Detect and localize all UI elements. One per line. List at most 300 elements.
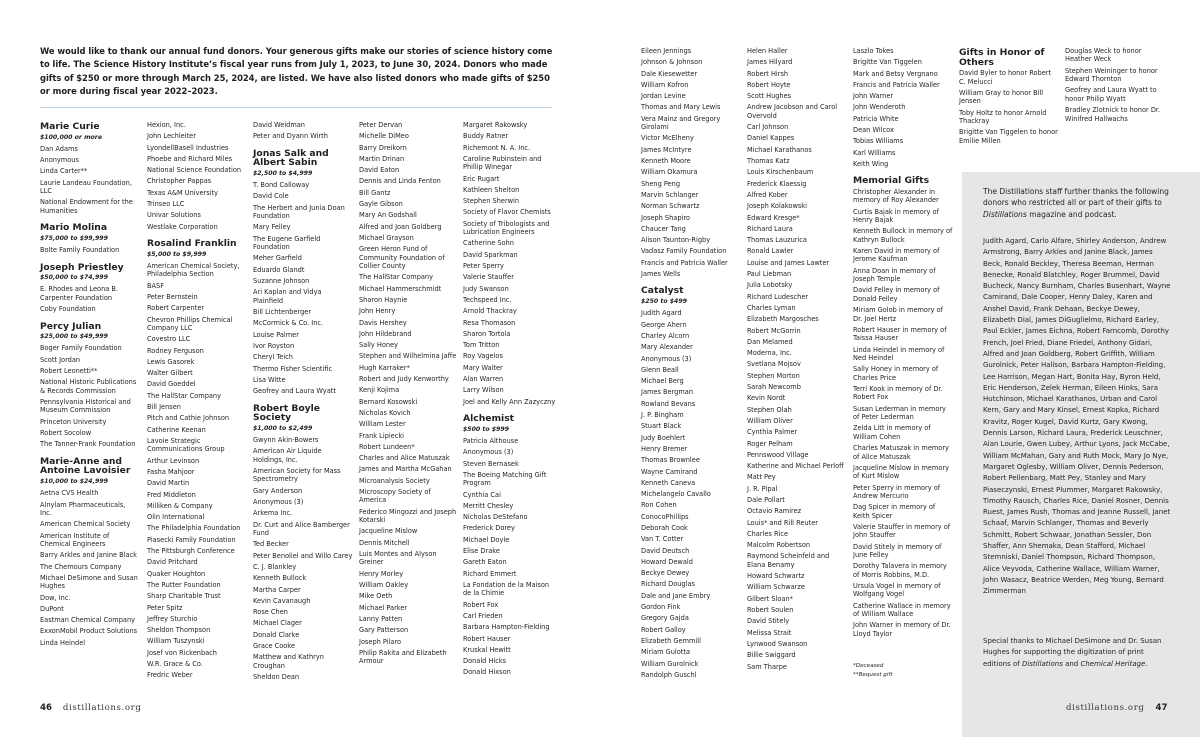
donor-name: Charles Rice	[747, 529, 789, 538]
donor-name: Joseph Pilaro	[359, 637, 402, 646]
donor-name: Judy Swanson	[463, 284, 509, 293]
donor-name: Michelle DiMeo	[359, 132, 409, 141]
donor-name: Michael Hammerschmidt	[359, 284, 442, 293]
donor-name: Pennsylvania Historical and Museum Commission	[40, 398, 131, 415]
donor-name: Techspeed Inc.	[463, 295, 512, 304]
donor-name: Karl Williams	[853, 148, 896, 157]
donor-name: Gary Anderson	[253, 486, 303, 495]
donor-name: David Deutsch	[641, 546, 690, 555]
donor-name: Lanny Patten	[359, 614, 403, 623]
donor-name: Barry Arkles and Janine Black	[40, 551, 137, 560]
donor-name: Nicholas Kovich	[359, 408, 411, 417]
donor-name: Gordon Fink	[641, 603, 681, 612]
donor-name: William Kofron	[641, 80, 689, 89]
donor-name: Catherine Keenan	[147, 425, 206, 434]
donor-name: LyondellBasell Industries	[147, 143, 229, 152]
donor-name: Bradley Zlotnick to honor Dr. Winifred Hallwachs	[1065, 106, 1161, 123]
donor-name: Boger Family Foundation	[40, 344, 122, 353]
donor-column	[747, 47, 847, 674]
donor-name: Valerie Stauffer	[463, 273, 514, 282]
donor-name: Jordan Levine	[641, 92, 686, 101]
donor-name: Robert Hoyte	[747, 80, 791, 89]
donor-name: Linda Heindel in memory of Ned Heindel	[853, 345, 945, 362]
donor-name: Peter Sperry in memory of Andrew Mercurio	[853, 483, 941, 500]
donor-name: Stephen Olah	[747, 405, 792, 414]
donor-name: Frederick Dorey	[463, 524, 515, 533]
donor-name: Kenneth Bullock	[253, 574, 307, 583]
donor-column	[641, 47, 741, 682]
donor-name: Sam Tharpe	[747, 662, 787, 671]
special-thanks-text: .	[1145, 659, 1148, 668]
donor-name: David Byler to honor Robert C. Melucci	[959, 69, 1052, 86]
sidebar-intro-text: The Distillations staff further thanks the following donors who restricted all or part of their gifts to	[983, 187, 1169, 208]
donor-name: Richard Laura	[747, 224, 793, 233]
donor-name: Lewis Gasorek	[147, 357, 195, 366]
donor-name: Robert and Judy Kenworthy	[359, 375, 449, 384]
donor-name: William Schwarze	[747, 583, 805, 592]
donor-name: Alan Warren	[463, 375, 504, 384]
donor-name: Patricia Althouse	[463, 436, 519, 445]
donor-name: Octavio Ramirez	[747, 507, 802, 516]
donor-name: Rodney Ferguson	[147, 346, 204, 355]
donor-column	[253, 121, 353, 684]
donor-name: Elizabeth Gemmill	[641, 636, 701, 645]
donor-name: E. Rhodes and Leona B. Carpenter Foundation	[40, 285, 119, 302]
sidebar-intro	[983, 186, 1173, 220]
donor-name: Howard Dewald	[641, 557, 693, 566]
donor-name: Texas A&M University	[147, 188, 219, 197]
donor-name: Judy Boehlert	[641, 433, 686, 442]
donor-name: Kenneth Bullock in memory of Kathryn Bullock	[853, 227, 953, 244]
donor-name: Coby Foundation	[40, 305, 96, 314]
donor-name: Moderna, Inc.	[747, 349, 792, 358]
donor-name: Resa Thomason	[463, 318, 516, 327]
donor-name: Michael Grayson	[359, 233, 414, 242]
donor-name: Vadasz Family Foundation	[641, 247, 727, 256]
donor-name: Catherine Sohn	[463, 239, 514, 248]
donor-name: Dale and Jane Embry	[641, 591, 711, 600]
donor-name: Fasha Mahjoor	[147, 467, 195, 476]
donor-name: Jacqueline Mislow	[359, 527, 418, 536]
donor-name: Society of Tribologists and Lubrication Engineers	[463, 219, 550, 237]
gift-range: $50,000 to $74,999	[40, 274, 108, 282]
donor-name: Dan Adams	[40, 144, 78, 153]
donor-name: Arnold Thackray	[463, 307, 517, 316]
donor-name: The Rutter Foundation	[147, 580, 221, 589]
donor-name: Mary An Godshall	[359, 211, 417, 220]
donor-name: Valerie Stauffer in memory of John Stauffer	[853, 522, 951, 540]
donor-name: Richard Emmert	[463, 569, 517, 578]
donor-name: Dorothy Talavera in memory of Morris Robbins, M.D.	[853, 562, 947, 579]
donor-name: Michael Clager	[253, 619, 302, 628]
donor-name: The HallStar Company	[359, 273, 434, 282]
donor-name: Robert Socolow	[40, 429, 92, 438]
donor-name: Society of Flavor Chemists	[463, 208, 551, 217]
donor-name: Univar Solutions	[147, 211, 201, 220]
section-heading: Percy Julian	[40, 320, 102, 332]
donor-name: Peter Bernstein	[147, 292, 198, 301]
donor-name: American Chemical Society, Philadelphia Section	[147, 261, 240, 279]
donor-name: Michael Berg	[641, 377, 684, 386]
donor-name: Cheryl Teich	[253, 353, 293, 362]
donor-name: Bill Gantz	[359, 188, 391, 197]
donor-name: Robert Fox	[463, 600, 499, 609]
donor-name: Michael DeSimone and Susan Hughes	[40, 573, 138, 591]
donor-name: Miriam Gulotta	[641, 648, 690, 657]
donor-name: Melissa Strait	[747, 628, 792, 637]
donor-name: Martha Carper	[253, 585, 301, 594]
donor-name: Charles and Alice Matuszak	[359, 454, 450, 463]
donor-name: John Wenderoth	[853, 103, 906, 112]
donor-name: Randolph Guschl	[641, 670, 697, 679]
donor-name: Vera Mainz and Gregory Girolami	[641, 114, 721, 132]
donor-name: Keith Wing	[853, 159, 889, 168]
donor-name: The Pittsburgh Conference	[147, 547, 235, 556]
donor-name: Trinseo LLC	[147, 200, 185, 209]
donor-name: Mary Walter	[463, 363, 503, 372]
donor-name: BASF	[147, 281, 165, 290]
donor-name: Carl Frieden	[463, 611, 503, 620]
donor-name: Richard Douglas	[641, 580, 695, 589]
donor-name: James Bergman	[641, 388, 693, 397]
donor-name: Piasecki Family Foundation	[147, 535, 236, 544]
donor-name: Chevron Phillips Chemical Company LLC	[147, 315, 233, 332]
donor-name: Michael Doyle	[463, 535, 510, 544]
donor-name: David Stitely	[747, 617, 790, 626]
donor-name: Robert Lundeen*	[359, 442, 415, 451]
donor-name: Suzanne Johnson	[253, 277, 310, 286]
donor-name: Edward Kresge*	[747, 213, 800, 222]
donor-name: John Hildebrand	[359, 329, 412, 338]
donor-name: American Society for Mass Spectrometry	[253, 467, 341, 484]
donor-name: Thermo Fisher Scientific	[253, 364, 333, 373]
footer-left	[40, 703, 141, 713]
donor-name: William Okamura	[641, 168, 698, 177]
donor-name: Eileen Jennings	[641, 47, 692, 55]
donor-name: Donald Clarke	[253, 630, 300, 639]
donor-name: Alison Taunton-Rigby	[641, 236, 711, 245]
donor-name: Sheldon Thompson	[147, 626, 211, 635]
donor-name: Donald Hicks	[463, 657, 507, 666]
donor-name: Louis* and Rill Reuter	[747, 518, 818, 527]
donor-name: Eric Rugart	[463, 174, 500, 183]
gift-range: $25,000 to $49,999	[40, 333, 108, 341]
donor-name: Alfred Kober	[747, 190, 788, 199]
honor-column	[1065, 47, 1165, 126]
donor-name: Kevin Nordt	[747, 394, 786, 403]
donor-name: Scott Hughes	[747, 92, 792, 101]
donor-name: Robert Hauser	[463, 634, 511, 643]
footnotes	[853, 662, 893, 680]
donor-name: Barry Dreikorn	[359, 143, 407, 152]
donor-name: Hexion, Inc.	[147, 121, 186, 129]
donor-name: Matt Pey	[747, 473, 776, 482]
donor-name: Peter and Dyann Wirth	[253, 132, 328, 141]
donor-name: Stephen Morton	[747, 371, 800, 380]
donor-name: Peter Benoliel and Willo Carey	[253, 551, 353, 560]
donor-name: Westlake Corporation	[147, 222, 218, 231]
donor-name: Nicholas DeStefano	[463, 513, 528, 522]
page-number: 46	[40, 703, 52, 713]
donor-name: Douglas Weck to honor Heather Weck	[1065, 47, 1142, 64]
donor-name: Dag Spicer in memory of Keith Spicer	[853, 503, 936, 520]
donor-name: Eastman Chemical Company	[40, 616, 136, 625]
donor-name: Joseph Shapiro	[641, 213, 690, 222]
donor-name: Margaret Rakowsky	[463, 121, 528, 129]
donor-name: Johnson & Johnson	[641, 58, 703, 67]
donor-name: The Tanner-Frank Foundation	[40, 440, 136, 449]
donor-name: Alnylam Pharmaceuticals, Inc.	[40, 500, 126, 517]
gift-range: $5,000 to $9,999	[147, 250, 207, 258]
donor-name: Miriam Golob in memory of Dr. Joel Hertz	[853, 306, 944, 323]
donor-name: Brigitte Van Tiggelen to honor Emilie Millen	[959, 128, 1058, 145]
donor-name: Julia Lobotsky	[747, 281, 793, 290]
donor-name: Walter Gilbert	[147, 369, 193, 378]
donor-name: Robert Galloy	[641, 625, 686, 634]
donor-name: Davis Hershey	[359, 318, 407, 327]
donor-name: Christopher Alexander in memory of Roy Alexander	[853, 187, 939, 205]
donor-name: James and Martha McGahan	[359, 465, 452, 474]
donor-name: Microscopy Society of America	[359, 488, 431, 505]
donor-name: Jacqueline Mislow in memory of Kurt Mislow	[853, 463, 949, 481]
donor-name: William Oakley	[359, 581, 409, 590]
donor-name: Meher Garfield	[253, 254, 302, 263]
donor-name: Charles Matuszak in memory of Alice Matuszak	[853, 444, 949, 461]
donor-name: Stuart Black	[641, 422, 682, 431]
gift-range: $75,000 to $99,999	[40, 234, 108, 242]
donor-name: Caroline Rubinstein and Phillip Winegar	[463, 154, 542, 172]
donor-name: Lisa Witte	[253, 375, 286, 384]
donor-name: La Fondation de la Maison de la Chimie	[463, 580, 550, 598]
donor-name: Arthur Levinson	[147, 456, 200, 465]
donor-name: Ursula Vogel in memory of Wolfgang Vogel	[853, 582, 941, 599]
donor-name: Olin International	[147, 513, 205, 522]
donor-name: Kenji Kojima	[359, 386, 400, 395]
intro-paragraph: We would like to thank our annual fund donors. Your generous gifts make our stories of science history come to life. The Science History Institute’s fiscal year runs from July 1, 2023, to June 30, 2024. Donors who made gifts of $250 or more through March 25, 2024, are listed. We have also listed donors who made gifts of $250 or more during fiscal year 2022–2023.	[40, 46, 553, 97]
donor-name: David Goeddel	[147, 380, 196, 389]
donor-name: Judith Agard	[641, 309, 682, 318]
donor-name: Arkema Inc.	[253, 509, 293, 518]
section-heading: Memorial Gifts	[853, 175, 930, 187]
donor-name: Ronald Lawler	[747, 247, 794, 256]
special-thanks-text: Special thanks to Michael DeSimone and Dr. Susan Hughes for supporting the digitization of print editions of	[983, 637, 1162, 668]
donor-name: Henry Bremer	[641, 444, 688, 453]
donor-name: Robert Hauser in memory of Taissa Hauser	[853, 325, 947, 343]
donor-name: Karen David in memory of Jerome Kaufman	[853, 247, 940, 264]
donor-name: ConocoPhillips	[641, 512, 689, 521]
donor-name: Milliken & Company	[147, 501, 213, 510]
donor-name: Josef von Rickenbach	[147, 648, 217, 657]
donor-name: Sharon Tortola	[463, 329, 511, 338]
donor-name: Dan Melamed	[747, 337, 793, 346]
donor-name: John Henry	[359, 307, 396, 316]
footer-right	[1066, 703, 1167, 713]
donor-name: American Institute of Chemical Engineers	[40, 531, 110, 548]
donor-name: Cynthia Cai	[463, 490, 501, 499]
donor-name: Luis Montes and Alyson Greiner	[359, 550, 437, 567]
donor-name: Roger Pelham	[747, 439, 793, 448]
donor-name: Green Heron Fund of Community Foundation of Collier County	[359, 245, 445, 271]
donor-name: Catherine Wallace in memory of William Wallace	[853, 601, 951, 619]
divider	[40, 107, 552, 108]
donor-name: Federico Mingozzi and Joseph Kotarski	[359, 507, 457, 525]
section-heading: Joseph Priestley	[40, 261, 124, 273]
donor-name: Sarah Newcomb	[747, 383, 801, 392]
donor-name: Dean Wilcox	[853, 126, 894, 135]
donor-name: The HallStar Company	[147, 391, 222, 400]
donor-name: DuPont	[40, 604, 64, 613]
donor-name: Barbara Hampton-Fielding	[463, 623, 550, 632]
donor-name: Gilbert Sloan*	[747, 594, 793, 603]
magazine-title: Chemical Heritage	[1080, 659, 1146, 668]
donor-name: J. R. Pipal	[747, 484, 778, 493]
donor-name: Tom Tritton	[463, 341, 500, 350]
donor-name: Scott Jordan	[40, 355, 81, 364]
donor-name: Paul Liebman	[747, 270, 792, 279]
donor-name: Pennswood Village	[747, 450, 809, 459]
donor-name: Robert Soulen	[747, 606, 794, 615]
donor-name: Elizabeth Margosches	[747, 315, 819, 324]
special-thanks	[983, 636, 1173, 670]
donor-name: David Martin	[147, 479, 190, 488]
site-link[interactable]: distillations.org	[62, 703, 142, 713]
donor-column	[40, 122, 138, 650]
donor-name: Carl Johnson	[747, 123, 789, 132]
donor-name: David Cole	[253, 192, 289, 201]
donor-name: Robert Leonetti**	[40, 367, 98, 376]
donor-name: John Warner	[853, 92, 894, 101]
donor-name: Robert McGorrin	[747, 326, 801, 335]
donor-name: Sally Honey	[359, 341, 399, 350]
donor-name: Rose Chen	[253, 608, 288, 617]
gift-range: $1,000 to $2,499	[253, 424, 313, 432]
sidebar-intro-text: magazine and podcast.	[1026, 209, 1117, 219]
donor-name: The Philadelphia Foundation	[147, 524, 241, 533]
donor-name: Dennis and Linda Fenton	[359, 177, 441, 186]
donor-name: Peter Sperry	[463, 262, 504, 271]
donor-name: Anonymous	[40, 156, 79, 165]
donor-name: Michelangelo Cavallo	[641, 490, 711, 499]
gift-range: $100,000 or more	[40, 133, 103, 141]
donor-name: Buddy Ratner	[463, 132, 509, 141]
donor-name: Chaucer Tang	[641, 224, 686, 233]
donor-name: Raymond Scheinfeld and Elana Benamy	[747, 552, 830, 569]
donor-name: Linda Heindel	[40, 638, 86, 647]
donor-name: Gareth Eaton	[463, 558, 507, 567]
donor-name: Martin Drinan	[359, 154, 405, 163]
donor-name: Helen Haller	[747, 47, 788, 55]
donor-name: Billie Swiggard	[747, 651, 796, 660]
donor-name: Stephen Sherwin	[463, 197, 520, 206]
section-heading: Marie Curie	[40, 121, 100, 132]
magazine-title: Distillations	[983, 209, 1027, 219]
donor-name: Ted Becker	[253, 540, 289, 549]
donor-name: William Oliver	[747, 416, 793, 425]
footnote-deceased: *Deceased	[853, 663, 884, 669]
donor-name: Hugh Karraker*	[359, 363, 410, 372]
donor-name: Frank Lipiecki	[359, 431, 405, 440]
donor-name: Kruskal Hewitt	[463, 645, 511, 654]
donor-name: Marvin Schlanger	[641, 190, 699, 199]
donor-name: Kathleen Shelton	[463, 185, 520, 194]
donor-name: Dale Kiesewetter	[641, 69, 698, 78]
donor-name: Louis Kirschenbaum	[747, 168, 814, 177]
donor-name: Patricia White	[853, 114, 899, 123]
donor-name: T. Bond Calloway	[253, 181, 310, 190]
donor-name: Michael Karathanos	[747, 145, 812, 154]
donor-name: Francis and Patricia Waller	[641, 258, 728, 267]
donor-name: Roy Vagelos	[463, 352, 503, 361]
donor-name: Peter Spitz	[147, 603, 183, 612]
donor-name: Toby Holtz to honor Arnold Thackray	[959, 108, 1047, 125]
gift-range: $500 to $999	[463, 425, 509, 433]
donor-name: Geofrey and Laura Wyatt	[253, 387, 336, 396]
donor-name: Charles Lyman	[747, 303, 796, 312]
donor-name: Henry Morley	[359, 569, 404, 578]
donor-name: Andrew Jacobson and Carol Overvold	[747, 103, 838, 120]
donor-name: Van T. Cotter	[641, 535, 684, 544]
donor-name: John Lechleiter	[147, 132, 196, 141]
donor-name: Ari Kaplan and Vidya Plainfield	[253, 288, 322, 305]
donor-name: Howard Schwartz	[747, 572, 805, 581]
donor-name: Joel and Kelly Ann Zazyczny	[463, 397, 556, 406]
section-heading: Rosalind Franklin	[147, 238, 237, 250]
donor-name: Fred Middleton	[147, 490, 196, 499]
donor-name: Louise Palmer	[253, 330, 299, 339]
site-link[interactable]: distillations.org	[1066, 703, 1145, 713]
donor-name: W.R. Grace & Co.	[147, 659, 203, 668]
footnote-bequest: **Bequest gift	[853, 672, 893, 678]
donor-name: David Stitely in memory of June Felley	[853, 542, 942, 560]
donor-name: Merritt Chesley	[463, 501, 514, 510]
donor-name: John Warner in memory of Dr. Lloyd Taylor	[853, 621, 951, 638]
honor-column	[959, 48, 1059, 148]
donor-name: David Pritchard	[147, 558, 198, 567]
donor-name: The Boeing Matching Gift Program	[463, 470, 547, 488]
section-heading: Mario Molina	[40, 222, 108, 234]
donor-name: Gregory Gajda	[641, 614, 689, 623]
donor-name: Princeton University	[40, 417, 107, 426]
section-heading: Jonas Salk and Albert Sabin	[253, 147, 329, 169]
donor-name: Alfred and Joan Goldberg	[359, 222, 442, 231]
donor-column	[359, 121, 459, 669]
donor-name: Malcolm Robertson	[747, 541, 811, 550]
section-heading: Catalyst	[641, 285, 684, 297]
donor-name: The Eugene Garfield Foundation	[253, 234, 321, 252]
donor-name: Thomas Katz	[747, 157, 790, 166]
donor-name: Daniel Kappes	[747, 134, 795, 143]
donor-column	[853, 47, 953, 641]
donor-name: Susan Lederman in memory of Peter Lederman	[853, 404, 946, 422]
donor-name: Donald Hixson	[463, 668, 511, 677]
donor-name: Svetlana Mojsov	[747, 360, 801, 369]
donor-name: David Felley in memory of Donald Felley	[853, 286, 940, 303]
donor-name: Wayne Camirand	[641, 467, 698, 476]
donor-name: David Sparkman	[463, 250, 518, 259]
donor-name: Victor McElheny	[641, 134, 694, 143]
donor-name: Robert Hirsh	[747, 69, 789, 78]
donor-name: Francis and Patricia Waller	[853, 80, 940, 89]
donor-name: Gary Patterson	[359, 626, 409, 635]
donor-name: Quaker Houghton	[147, 569, 206, 578]
donor-name: National Science Foundation	[147, 166, 242, 175]
donor-name: Elise Drake	[463, 547, 500, 556]
donor-name: Charley Alcorn	[641, 331, 690, 340]
page-number: 47	[1155, 703, 1168, 713]
donor-name: Lynwood Swanson	[747, 639, 808, 648]
donor-name: Dow, Inc.	[40, 593, 71, 602]
donor-name: Richard Ludescher	[747, 292, 809, 301]
